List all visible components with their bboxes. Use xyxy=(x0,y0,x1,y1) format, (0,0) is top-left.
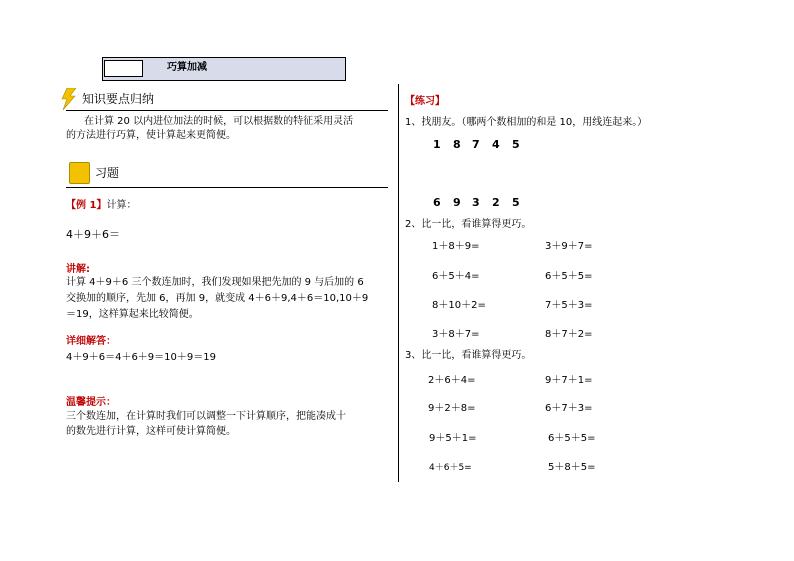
q1-number: 5 xyxy=(512,138,520,151)
q3-equation: 4＋6＋5= xyxy=(429,463,472,473)
header-blank-box xyxy=(104,60,143,77)
q3-equation: 9＋7＋1= xyxy=(545,375,593,386)
q1-number: 6 xyxy=(433,196,441,209)
q2-equation: 3＋8＋7= xyxy=(432,329,480,340)
explain-line-3: ＝19，这样算起来比较简便。 xyxy=(66,309,199,320)
q3-equation: 2＋6＋4= xyxy=(428,375,476,386)
q3-equation: 9＋2＋8= xyxy=(428,403,476,414)
q1-number: 4 xyxy=(492,138,500,151)
knowledge-line-2: 的方法进行巧算，使计算起来更简便。 xyxy=(66,130,236,141)
q2-equation: 8＋10＋2= xyxy=(432,300,486,311)
exercises-heading: 习题 xyxy=(95,166,120,180)
lightning-icon xyxy=(60,88,78,110)
q1-number: 2 xyxy=(492,196,500,209)
practice-heading: 【练习】 xyxy=(405,96,445,107)
q3-equation: 6＋5＋5= xyxy=(548,433,596,444)
explain-heading: 讲解: xyxy=(66,264,90,275)
q2-title: 2、比一比，看谁算得更巧。 xyxy=(405,219,532,230)
example-expression: 4＋9＋6＝ xyxy=(66,228,120,241)
example-label-suffix: 计算： xyxy=(106,200,137,211)
q2-equation: 1＋8＋9= xyxy=(432,241,480,252)
q3-equation: 6＋7＋3= xyxy=(545,403,593,414)
knowledge-heading: 知识要点归纳 xyxy=(82,92,155,106)
column-divider xyxy=(398,84,399,482)
explain-line-2: 交换加的顺序，先加 6，再加 9，就变成 4＋6＋9,4＋6＝10,10＋9 xyxy=(66,293,369,304)
q1-title: 1、找朋友。（哪两个数相加的和是 10，用线连起来。） xyxy=(405,117,648,128)
q2-equation: 7＋5＋3= xyxy=(545,300,593,311)
knowledge-line-1: 在计算 20 以内进位加法的时候，可以根据数的特征采用灵活 xyxy=(84,116,354,127)
example-label: 【例 1】 xyxy=(66,200,107,211)
q2-equation: 6＋5＋4= xyxy=(432,271,480,282)
q1-number: 3 xyxy=(472,196,480,209)
q2-equation: 6＋5＋5= xyxy=(545,271,593,282)
q1-number: 8 xyxy=(453,138,461,151)
q1-number: 5 xyxy=(512,196,520,209)
tip-line-2: 的数先进行计算，这样可使计算简便。 xyxy=(66,426,236,437)
q3-title: 3、比一比，看谁算得更巧。 xyxy=(405,350,532,361)
q2-equation: 3＋9＋7= xyxy=(545,241,593,252)
detail-line: 4＋9＋6＝4＋6＋9＝10＋9＝19 xyxy=(66,352,216,363)
q2-equation: 8＋7＋2= xyxy=(545,329,593,340)
header-title: 巧算加减 xyxy=(167,62,207,73)
divider xyxy=(66,110,388,111)
tip-line-1: 三个数连加，在计算时我们可以调整一下计算顺序，把能凑成十 xyxy=(66,411,346,422)
explain-line-1: 计算 4＋9＋6 三个数连加时，我们发现如果把先加的 9 与后加的 6 xyxy=(66,277,364,288)
example-heading xyxy=(66,199,136,212)
q3-equation: 5＋8＋5= xyxy=(548,462,596,473)
folder-icon xyxy=(69,162,90,184)
q3-equation: 9＋5＋1= xyxy=(429,433,477,444)
q1-number: 1 xyxy=(433,138,441,151)
q1-number: 9 xyxy=(453,196,461,209)
divider xyxy=(66,187,388,188)
detail-heading: 详细解答： xyxy=(66,336,116,347)
q1-number: 7 xyxy=(472,138,480,151)
tip-heading: 温馨提示： xyxy=(66,397,116,408)
